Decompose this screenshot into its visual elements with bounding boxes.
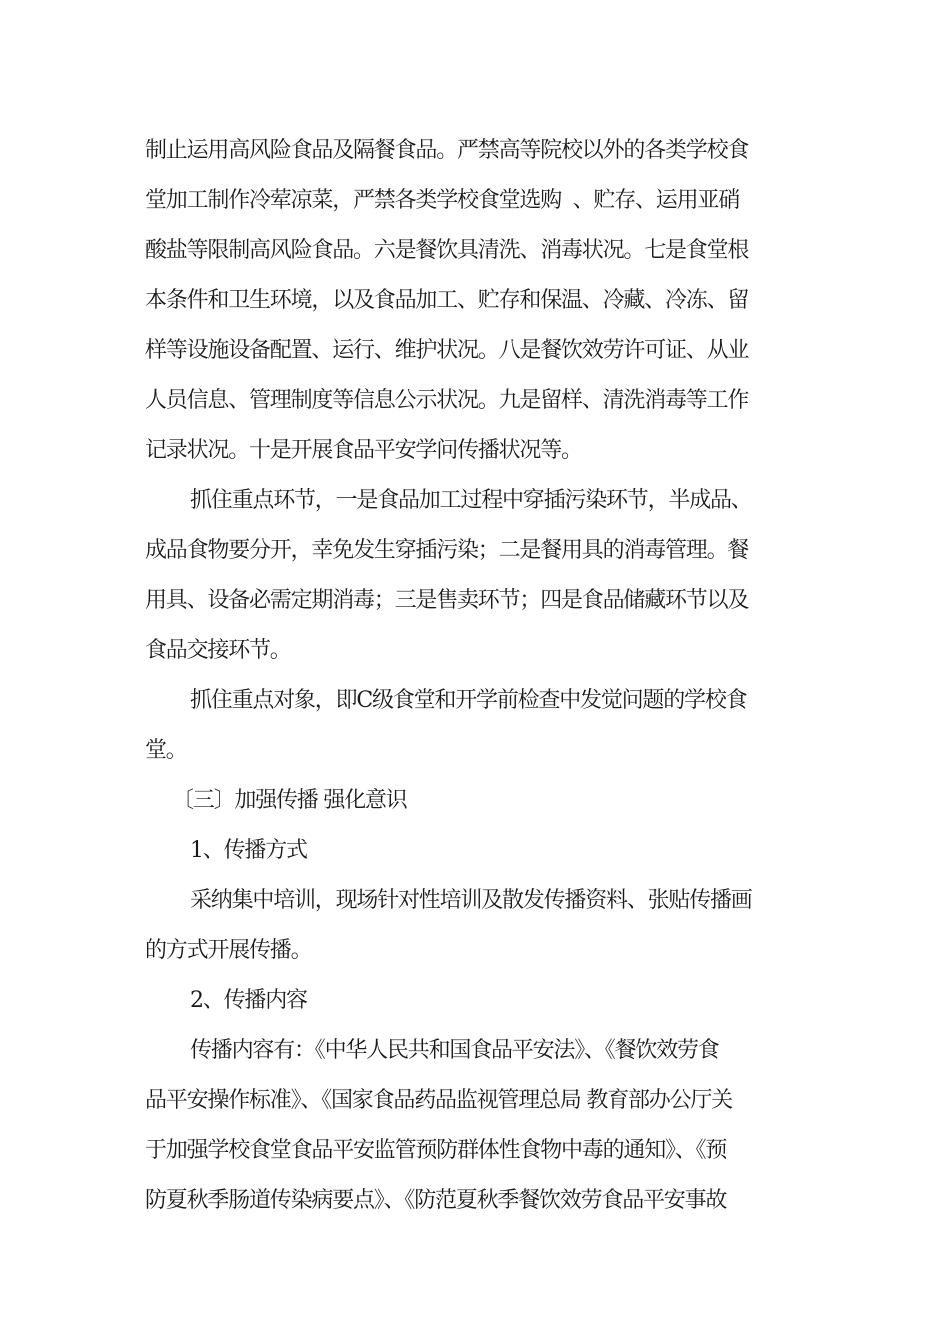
text-line: 制止运用高风险食品及隔餐食品。严禁高等院校以外的各类学校食 <box>145 138 749 163</box>
text-line: 传播内容有：《中华人民共和国食品平安法》、《餐饮效劳食 <box>190 1038 719 1063</box>
text-line: 品平安操作标准》、《国家食品药品监视管理总局 教育部办公厅关 <box>145 1088 732 1113</box>
text-line: 采纳集中培训，现场针对性培训及散发传播资料、张贴传播画 <box>190 888 752 913</box>
text-line: 记录状况。十是开展食品平安学问传播状况等。 <box>145 438 582 463</box>
text-line: 抓住重点对象，即C级食堂和开学前检查中发觉问题的学校食 <box>190 688 747 713</box>
text-line: 抓住重点环节，一是食品加工过程中穿插污染环节，半成品、 <box>190 488 752 513</box>
text-line: 样等设施设备配置、运行、维护状况。八是餐饮效劳许可证、从业 <box>145 338 749 363</box>
text-line: 堂加工制作冷荤凉菜，严禁各类学校食堂选购 、贮存、运用亚硝 <box>145 188 739 213</box>
text-line: 的方式开展传播。 <box>145 938 312 963</box>
text-line: 用具、设备必需定期消毒；三是售卖环节；四是食品储藏环节以及 <box>145 588 749 613</box>
text-line: 堂。 <box>145 738 187 763</box>
subsection-heading: 1、传播方式 <box>190 838 307 863</box>
text-line: 本条件和卫生环境，以及食品加工、贮存和保温、冷藏、冷冻、留 <box>145 288 749 313</box>
text-line: 防夏秋季肠道传染病要点》、《防范夏秋季餐饮效劳食品平安事故 <box>145 1188 727 1213</box>
text-line: 人员信息、管理制度等信息公示状况。九是留样、清洗消毒等工作 <box>145 388 749 413</box>
section-heading: 〔三〕加强传播 强化意识 <box>172 788 407 813</box>
text-line: 成品食物要分开，幸免发生穿插污染；二是餐用具的消毒管理。餐 <box>145 538 749 563</box>
text-line: 食品交接环节。 <box>145 638 291 663</box>
subsection-heading: 2、传播内容 <box>190 988 307 1013</box>
text-line: 酸盐等限制高风险食品。六是餐饮具清洗、消毒状况。七是食堂根 <box>145 238 749 263</box>
text-line: 于加强学校食堂食品平安监管预防群体性食物中毒的通知》、《预 <box>145 1138 727 1163</box>
